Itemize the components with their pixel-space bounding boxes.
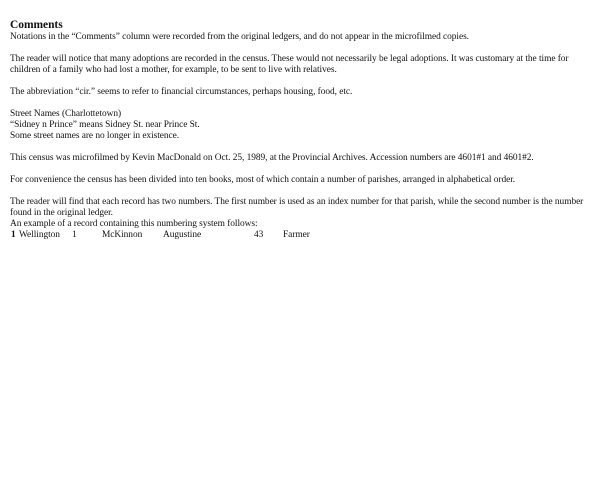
example-record-row xyxy=(10,230,594,241)
street-names-example: “Sidney n Prince” means Sidney St. near Prince St. xyxy=(10,120,200,130)
books-paragraph: For convenience the census has been divided into ten books, most of which contain a number of parishes, arranged in alphabetical order. xyxy=(10,175,516,185)
document-page xyxy=(10,19,594,241)
example-parish: Wellington xyxy=(19,230,60,240)
section-heading: Comments xyxy=(10,19,63,31)
example-given-name: Augustine xyxy=(163,230,202,240)
adoptions-paragraph: The reader will notice that many adoptions are recorded in the census. These would not necessarily be legal adoptions. It was customary at the time for children of a family who had lost a mother, for example, to be sent to live with relatives. xyxy=(10,54,569,75)
example-surname: McKinnon xyxy=(102,230,143,240)
street-names-title: Street Names (Charlottetown) xyxy=(10,109,122,119)
comments-note-paragraph: Notations in the “Comments” column were recorded from the original ledgers, and do not appear in the microfilmed copies. xyxy=(10,32,469,42)
example-index-number: 1 xyxy=(11,230,16,240)
street-names-note: Some street names are no longer in existence. xyxy=(10,131,180,141)
example-intro: An example of a record containing this numbering system follows: xyxy=(10,219,258,229)
example-age: 43 xyxy=(254,230,264,240)
microfilm-paragraph: This census was microfilmed by Kevin MacDonald on Oct. 25, 1989, at the Provincial Archives. Accession numbers are 4601#1 and 4601#2. xyxy=(10,153,534,163)
numbers-paragraph: The reader will find that each record has two numbers. The first number is used as an index number for that parish, while the second number is the number found in the original ledger. xyxy=(10,197,584,218)
example-ledger-number: 1 xyxy=(72,230,77,240)
abbreviation-paragraph: The abbreviation “cir.” seems to refer to financial circumstances, perhaps housing, food, etc. xyxy=(10,87,353,97)
example-occupation: Farmer xyxy=(283,230,310,240)
